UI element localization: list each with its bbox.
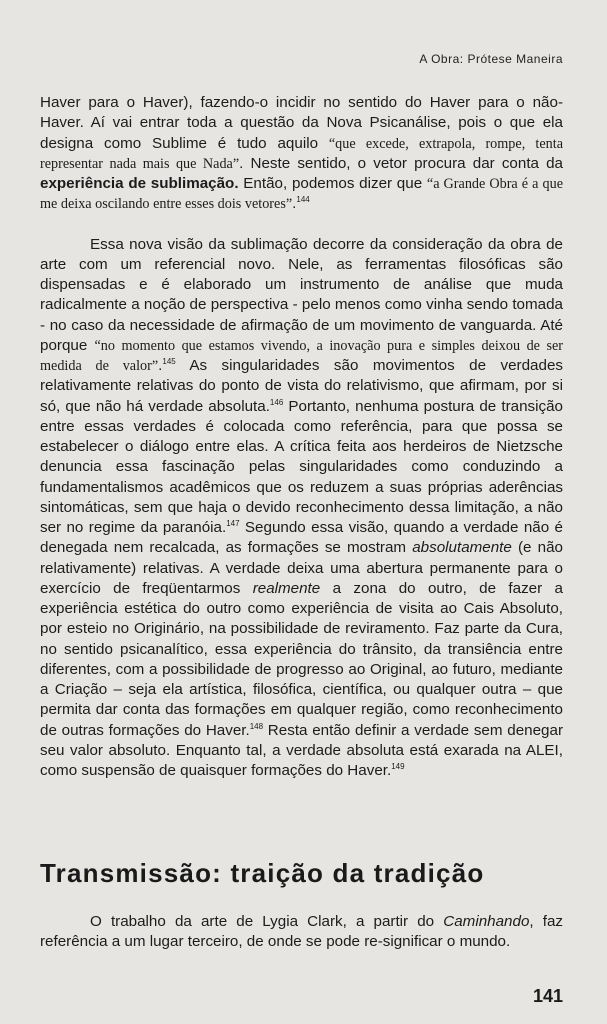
italic-word: realmente (252, 579, 321, 597)
text-run: As singularidades são movimentos de verdades relativamente relativas do ponto de vista do relativismo, que afirmam, por si só, que não há verdade absoluta. (40, 357, 563, 415)
text-run: Portanto, nenhuma postura de transição entre essas verdades é colocada como referência, para que possa se estabelecer o diálogo entre elas. A crítica feita aos herdeiros de Nietzsche denuncia essa fascinação pelas singularidades como conduzindo a fundamentalismos acadêmicos que os reduzem a suas próprias aderências sintomáticas, sem que haja o devido reconhecimento dessa limitação, a não ser no regime da paranóia. (40, 397, 563, 536)
footnote-marker: 144 (296, 195, 310, 205)
footnote-marker: 146 (269, 397, 284, 407)
running-header: A Obra: Prótese Maneira (419, 52, 563, 66)
text-run: a zona do outro, de fazer a experiência estética do outro como experiência de visita ao Cais Absoluto, por esteio no Originário, na possibilidade de reviramento. Faz parte da Cura, no sentido psicanalítico, essa experiência do trânsito, da transiência entre diferentes, com a possibilidade de progresso ao Original, ao futuro, mediante a Criação – seja ela artística, filosófica, científica, ou qualquer outra – que permita dar conta das formações em qualquer região, como reconhecimento de outras formações do Haver. (40, 579, 563, 739)
text-run: , faz referência a um lugar terceiro, de onde se pode re-significar o mundo. (40, 913, 563, 951)
footnote-marker: 145 (162, 356, 176, 366)
text-run: . (292, 195, 297, 213)
quotation: “a Grande Obra é a que me deixa oscilando entre esses dois vetores” (40, 176, 563, 213)
paragraph-2 (40, 235, 563, 782)
text-run: Segundo essa visão, quando a verdade não é denegada nem recalcada, as formações se mostram (40, 519, 563, 557)
main-text (40, 93, 563, 781)
quotation: “no momento que estamos vivendo, a inovação pura e simples deixou de ser medida de valor” (40, 337, 564, 374)
paragraph-spacer (40, 215, 563, 235)
paragraph-1 (40, 93, 563, 215)
text-run: Essa nova visão da sublimação decorre da consideração da obra de arte com um referencial novo. Nele, as ferramentas filosóficas são dispensadas e é elaborado um instrumento de análise que muda radicalmente a noção de perspectiva - pelo menos como vinha sendo tomada - no caso da necessidade de afirmação de um movimento de vanguarda. Até porque (40, 235, 563, 354)
text-run: (e não relativamente) relativas. A verdade deixa uma abertura permanente para o exercício de freqüentarmos (40, 539, 563, 597)
text-run: . Neste sentido, o vetor procura dar conta da (239, 154, 564, 172)
text-run: Então, podemos dizer que (238, 175, 427, 192)
section-heading: Transmissão: traição da tradição (40, 858, 485, 888)
section-paragraph (40, 912, 563, 953)
footnote-marker: 147 (226, 518, 240, 528)
bold-phrase: experiência de sublimação. (40, 175, 239, 192)
italic-word: absolutamente (412, 539, 512, 557)
text-run: Resta então definir a verdade sem denegar seu valor absoluto. Enquanto tal, a verdade absoluta está exarada na ALEI, como suspensão de quaisquer formações do Haver. (40, 721, 563, 779)
text-run: O trabalho da arte de Lygia Clark, a partir do (90, 913, 444, 930)
footnote-marker: 149 (391, 761, 405, 771)
quotation: “que excede, extrapola, rompe, tenta representar nada mais que Nada” (40, 135, 563, 172)
text-run: Haver para o Haver), fazendo-o incidir no sentido do Haver para o não-Haver. Aí vai entrar toda a questão da Nova Psicanálise, pois o que ela designa como Sublime é tudo aquilo (40, 94, 563, 152)
footnote-marker: 148 (249, 721, 264, 731)
page-number: 141 (532, 986, 563, 1006)
text-run: . (158, 357, 163, 374)
italic-word: Caminhando (443, 913, 530, 930)
